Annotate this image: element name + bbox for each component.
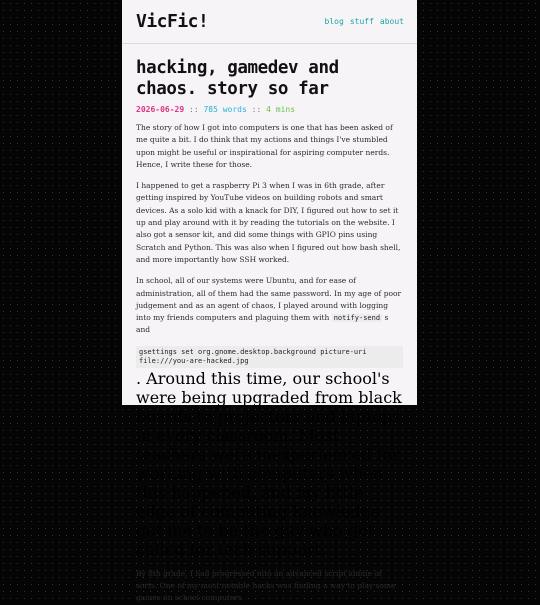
paragraph-text: s and bbox=[136, 313, 389, 335]
page-column bbox=[122, 0, 417, 603]
post-title: hacking, gamedev and chaos. story so far bbox=[136, 58, 339, 99]
article bbox=[122, 58, 417, 605]
paragraph-text: In school, all of our systems were Ubuntu, and for ease of administration, all of them had the same password. In my age of poor judgement and as an agent of chaos, I played around with logging into my friends computers and plaguing them with bbox=[136, 276, 402, 323]
site-header bbox=[122, 0, 417, 44]
meta-separator: :: bbox=[189, 105, 199, 114]
nav-link-blog[interactable]: blog bbox=[324, 17, 344, 26]
inline-code: notify-send bbox=[333, 314, 381, 323]
nav-link-stuff[interactable]: stuff bbox=[349, 17, 374, 26]
read-time: 4 mins bbox=[266, 105, 296, 114]
post-date: 2026-06-29 bbox=[136, 105, 185, 114]
post-meta bbox=[136, 105, 403, 114]
paragraph-text: . Around this time, our school's were being upgraded from black boards to projectors and laptops in every classroom. Most teachers were inexperienced for working with computers when this happened, and my little edge of computing knowledge got me to be the guy who got called for tech support. bbox=[136, 368, 402, 559]
site-logo-link[interactable]: VicFic! bbox=[136, 11, 209, 32]
paragraph: I happened to get a raspberry Pi 3 when I was in 6th grade, after getting inspired by YouTube videos on building robots and smart devices. As a solo kid with a knack for DIY, I figured out how to set it up and play around with it by reading the tutorials on the website. I also got a sensor kit, and did some things with GPIO pins using Scratch and Python. This was also when I figured out how bash shell, and more importantly how SSH worked. bbox=[136, 181, 401, 264]
paragraph: The story of how I got into computers is one that has been asked of me quite a bit. I do think that my actions and things I've stumbled upon might be useful or inspirational for aspiring computer nerds. Hence, I write these for those. bbox=[136, 123, 393, 169]
main-nav bbox=[325, 17, 404, 26]
meta-separator: :: bbox=[251, 105, 262, 114]
paragraph bbox=[136, 275, 403, 336]
paragraph: By 8th grade, I had progressed into an advanced script kiddie of sorts. One of my most notable hacks was finding a way to play some games on school computers bbox=[136, 568, 396, 603]
nav-link-about[interactable]: about bbox=[379, 17, 404, 26]
code-block: gsettings set org.gnome.desktop.background picture-uri file:///you-are-hacked.jpg bbox=[136, 346, 403, 368]
word-count: 785 words bbox=[203, 105, 247, 114]
